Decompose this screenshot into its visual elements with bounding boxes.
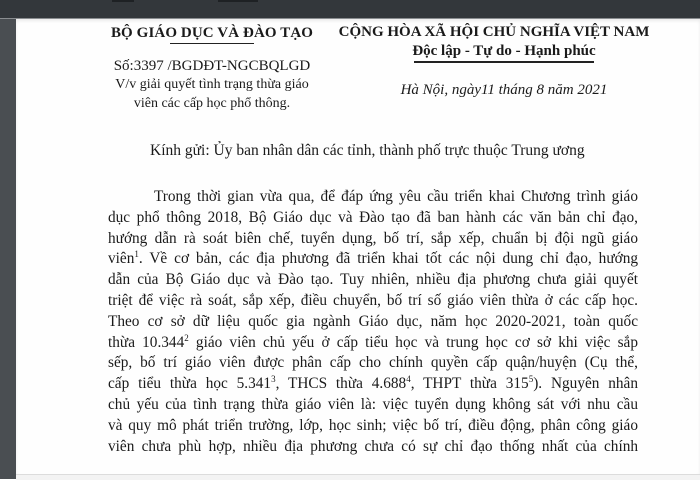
footnote-ref[interactable]: 1 xyxy=(134,249,139,260)
text-segment: cấp tiểu thừa học 5.341 xyxy=(108,375,272,393)
text-segment: , THPT thừa 315 xyxy=(410,375,529,393)
body-line xyxy=(108,333,638,354)
toolbar-button[interactable] xyxy=(218,0,258,2)
ministry-underline xyxy=(170,43,254,44)
nation-title: CỘNG HÒA XÃ HỘI CHỦ NGHĨA VIỆT NAM xyxy=(338,24,650,40)
body-line xyxy=(108,374,638,395)
page-bottom-edge xyxy=(16,474,700,480)
body-line: chủ yếu của tình trạng thừa giáo viên là: việc tuyển dụng không sát với nhu cầu xyxy=(108,395,638,413)
ministry-name: BỘ GIÁO DỤC VÀ ĐÀO TẠO xyxy=(110,25,314,41)
text-segment: giáo viên chủ yếu ở cấp tiểu học và trung học cơ sở khi việc sắp xyxy=(188,333,638,351)
text-segment: ). Nguyên nhân xyxy=(533,375,638,393)
subject-line-1: V/v giải quyết tình trạng thừa giáo xyxy=(115,77,309,92)
footnote-ref[interactable]: 3 xyxy=(271,374,276,385)
text-segment: , THCS thừa 4.688 xyxy=(275,375,407,393)
footnote-ref[interactable]: 5 xyxy=(528,374,534,385)
body-line: và quy mô phát triển trường, lớp, học sinh; việc bố trí, điều động, phân công giáo xyxy=(108,416,638,434)
footnote-ref[interactable]: 4 xyxy=(406,374,411,385)
toolbar-button[interactable] xyxy=(112,0,134,2)
viewer-toolbar xyxy=(0,0,700,19)
header-right xyxy=(334,24,674,99)
national-motto: Độc lập - Tự do - Hạnh phúc xyxy=(412,43,596,59)
body-line: dục phổ thông 2018, Bộ Giáo dục và Đào tạo đã ban hành các văn bản chỉ đạo, xyxy=(108,208,638,226)
body-line: triệt để việc rà soát, sắp xếp, điều chuyển, bố trí số giáo viên thừa ở các cấp học. xyxy=(108,291,638,309)
left-gutter xyxy=(0,19,16,479)
text-segment: viên xyxy=(108,250,135,268)
subject-line-2: viên các cấp học phổ thông. xyxy=(133,96,291,111)
body-line: Theo cơ sở dữ liệu quốc gia ngành Giáo dục, năm học 2020-2021, toàn quốc xyxy=(108,312,638,330)
header-left xyxy=(82,24,342,113)
body-line: Trong thời gian vừa qua, để đáp ứng yêu cầu triển khai Chương trình giáo xyxy=(154,188,638,205)
body-line xyxy=(108,249,638,270)
recipient-line: Kính gửi: Ủy ban nhân dân các tỉnh, thành phố trực thuộc Trung ương xyxy=(150,142,585,159)
body-paragraph xyxy=(108,187,638,457)
motto-underline xyxy=(414,61,594,63)
text-segment: thừa 10.344 xyxy=(108,333,185,351)
body-line: hướng dẫn rà soát biên chế, tuyển dụng, bố trí, sắp xếp, chuẩn bị đội ngũ giáo xyxy=(108,229,638,247)
footnote-ref[interactable]: 2 xyxy=(184,332,189,343)
body-line: viên chưa phù hợp, nhiều địa phương chưa có sự chỉ đạo thống nhất của chính xyxy=(108,437,638,455)
body-line: dẫn của Bộ Giáo dục và Đào tạo. Tuy nhiên, nhiều địa phương chưa giải quyết xyxy=(108,271,638,289)
body-line: sếp, bố trí giáo viên được phân cấp cho chính quyền cấp quận/huyện (Cụ thể, xyxy=(108,354,638,372)
text-segment: . Về cơ bản, các địa phương đã triển khai tốt các nội dung chỉ đạo, hướng xyxy=(138,250,638,268)
document-number: Số:3397 /BGDĐT-NGCBQLGD xyxy=(113,58,311,74)
place-date: Hà Nội, ngày11 tháng 8 năm 2021 xyxy=(400,81,608,98)
